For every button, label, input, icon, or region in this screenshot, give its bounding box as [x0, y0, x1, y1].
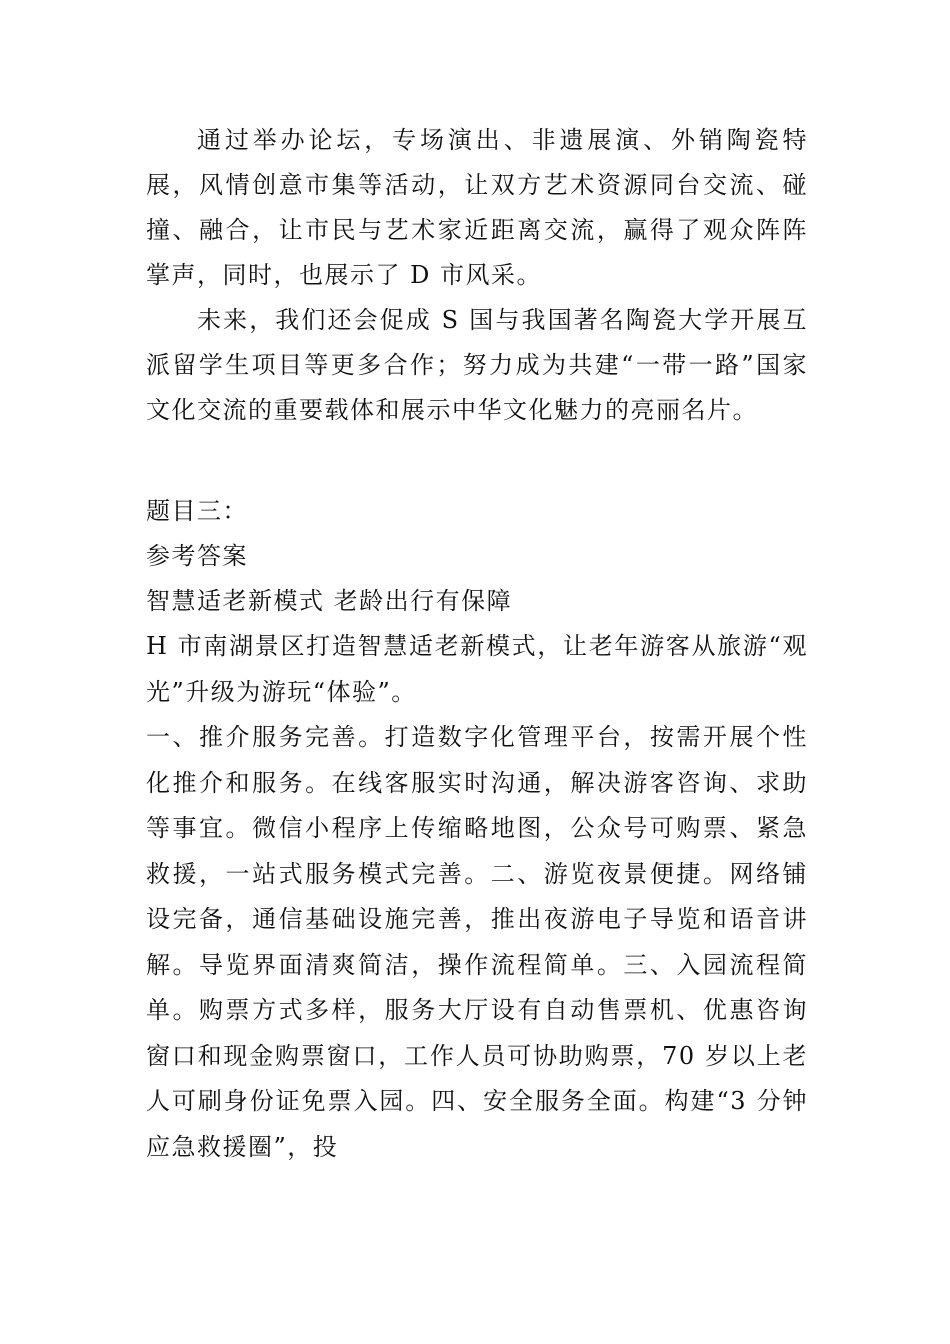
answer-label: 参考答案 [146, 542, 248, 570]
article-body: 一、推介服务完善。打造数字化管理平台，按需开展个性化推介和服务。在线客服实时沟通，解决游客咨询、求助等事宜。微信小程序上传缩略地图，公众号可购票、紧急救援，一站式服务模式完善。二、游览夜景便捷。网络铺设完备，通信基础设施完善，推出夜游电子导览和语音讲解。导览界面清爽简洁，操作流程简单。三、入园流程简单。购票方式多样，服务大厅设有自动售票机、优惠咨询窗口和现金购票窗口，工作人员可协助购票，70 岁以上老人可刷身份证免票入园。四、安全服务全面。构建“3 分钟应急救援圈”，投 [146, 723, 808, 1161]
question-heading: 题目三： [146, 497, 248, 525]
paragraph-future: 未来，我们还会促成 S 国与我国著名陶瓷大学开展互派留学生项目等更多合作；努力成为共建“一带一路”国家文化交流的重要载体和展示中华文化魅力的亮丽名片。 [146, 306, 808, 424]
document-page [146, 118, 808, 1170]
article-title: 智慧适老新模式 老龄出行有保障 [146, 587, 513, 615]
paragraph-activities: 通过举办论坛，专场演出、非遗展演、外销陶瓷特展，风情创意市集等活动，让双方艺术资源同台交流、碰撞、融合，让市民与艺术家近距离交流，赢得了观众阵阵掌声，同时，也展示了 D 市风采。 [146, 126, 808, 289]
article-intro: H 市南湖景区打造智慧适老新模式，让老年游客从旅游“观光”升级为游玩“体验”。 [146, 632, 808, 706]
section-gap [146, 433, 808, 489]
